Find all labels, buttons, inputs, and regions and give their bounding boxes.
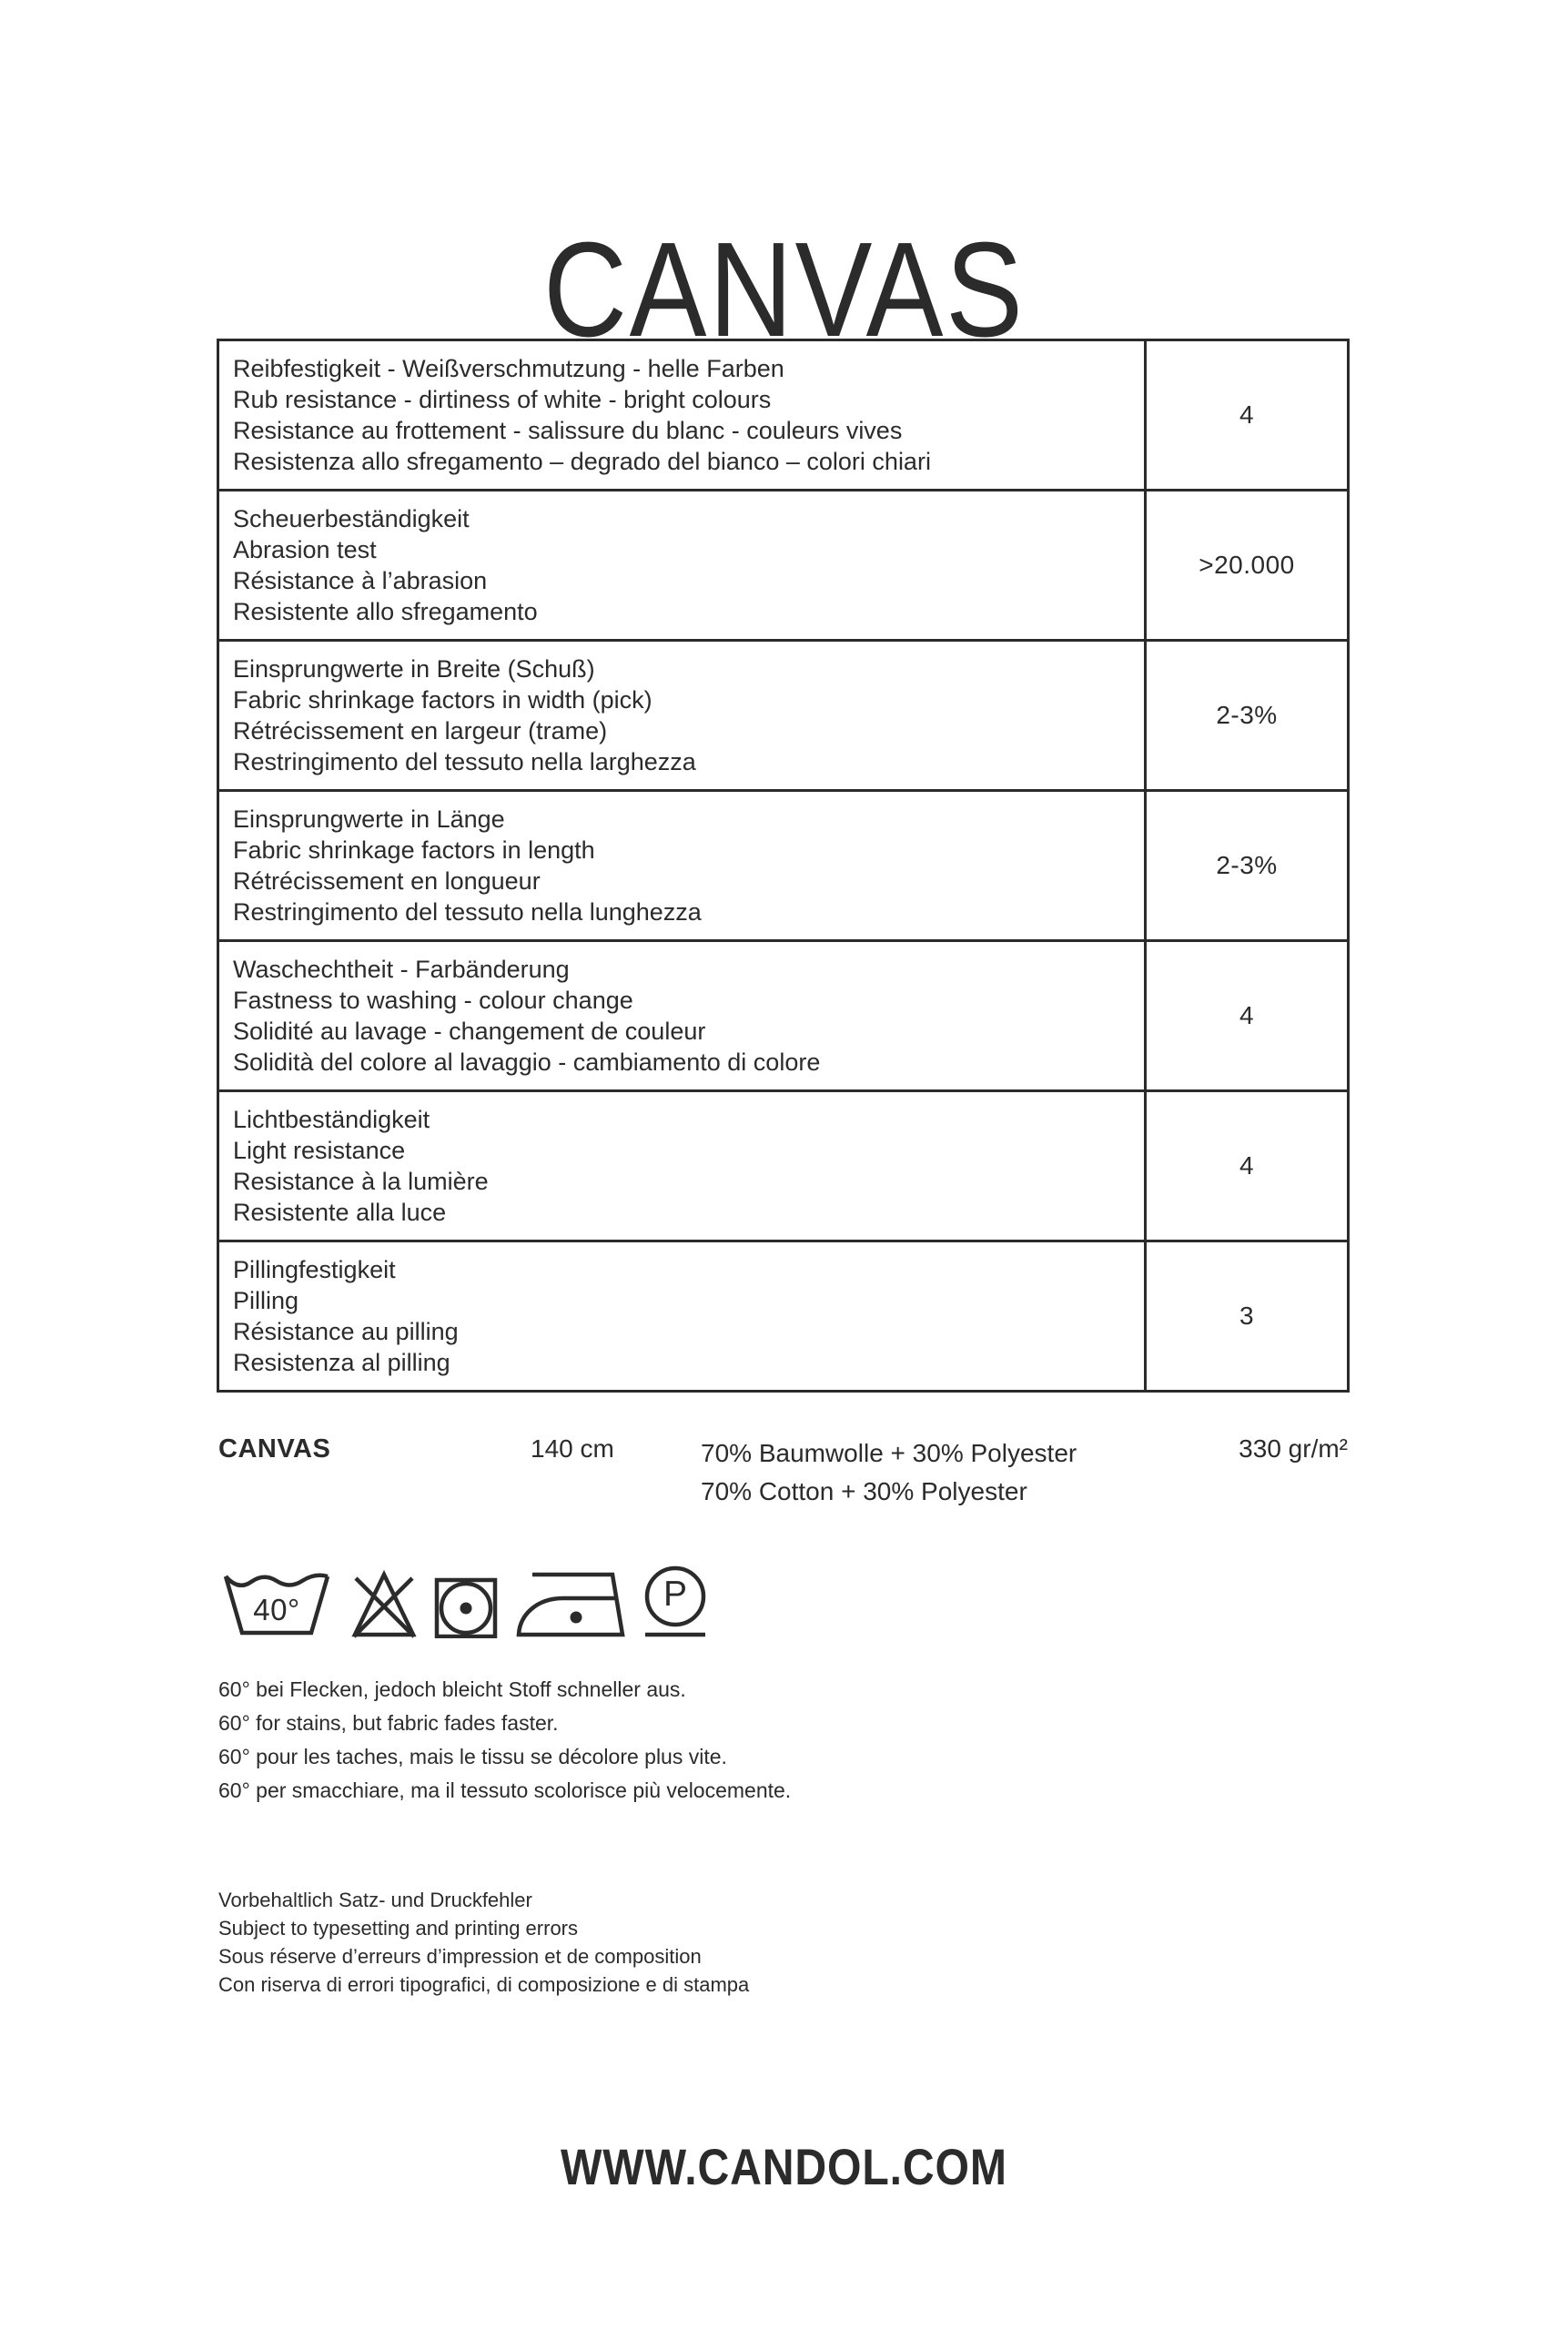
wash-note-en: 60° for stains, but fabric fades faster. <box>218 1711 559 1735</box>
fabric-weight: 330 gr/m² <box>1239 1434 1348 1463</box>
property-value: 3 <box>1146 1241 1349 1392</box>
fabric-composition <box>701 1434 1077 1511</box>
property-labels-cell <box>218 1091 1146 1241</box>
wash-note-de: 60° bei Flecken, jedoch bleicht Stoff schneller aus. <box>218 1677 686 1701</box>
property-label-fr: Solidité au lavage - changement de couleur <box>233 1018 706 1045</box>
property-label-de: Waschechtheit - Farbänderung <box>233 956 570 983</box>
property-labels-cell <box>218 791 1146 941</box>
property-labels-cell <box>218 491 1146 641</box>
property-label-en: Abrasion test <box>233 536 377 563</box>
property-label-de: Einsprungwerte in Breite (Schuß) <box>233 655 595 683</box>
property-label-de: Lichtbeständigkeit <box>233 1106 430 1133</box>
property-label-de: Einsprungwerte in Länge <box>233 805 505 833</box>
table-row <box>218 1091 1349 1241</box>
property-label-fr: Résistance à l’abrasion <box>233 567 488 594</box>
tumble-dry-low-icon <box>433 1565 499 1638</box>
property-label-de: Pillingfestigkeit <box>233 1256 396 1283</box>
property-value: 4 <box>1146 1091 1349 1241</box>
dry-clean-letter: P <box>663 1575 687 1614</box>
property-label-en: Fabric shrinkage factors in width (pick) <box>233 686 652 714</box>
fabric-name: CANVAS <box>218 1434 331 1464</box>
page-title-text: CANVAS <box>542 215 1026 366</box>
property-labels-cell <box>218 340 1146 491</box>
fabric-property-table <box>217 339 1350 1393</box>
disclaimer-fr: Sous réserve d’erreurs d’impression et de composition <box>218 1945 702 1968</box>
property-label-fr: Rétrécissement en largeur (trame) <box>233 717 608 745</box>
property-label-it: Resistenza allo sfregamento – degrado del bianco – colori chiari <box>233 448 931 475</box>
wash-note-it: 60° per smacchiare, ma il tessuto scolorisce più velocemente. <box>218 1778 792 1802</box>
disclaimer <box>218 1886 749 1999</box>
property-label-it: Resistente alla luce <box>233 1199 447 1226</box>
property-label-it: Restringimento del tessuto nella larghezza <box>233 748 696 775</box>
table-row <box>218 1241 1349 1392</box>
property-label-en: Rub resistance - dirtiness of white - bright colours <box>233 386 772 413</box>
property-label-it: Resistenza al pilling <box>233 1349 450 1376</box>
disclaimer-it: Con riserva di errori tipografici, di composizione e di stampa <box>218 1973 750 1996</box>
table-row <box>218 791 1349 941</box>
property-label-it: Resistente allo sfregamento <box>233 598 538 625</box>
iron-low-icon <box>512 1565 629 1638</box>
property-value: 4 <box>1146 941 1349 1091</box>
property-value: 2-3% <box>1146 791 1349 941</box>
property-label-fr: Resistance à la lumière <box>233 1168 489 1195</box>
property-value: 2-3% <box>1146 641 1349 791</box>
property-label-de: Scheuerbeständigkeit <box>233 505 470 532</box>
property-label-it: Solidità del colore al lavaggio - cambiamento di colore <box>233 1048 821 1076</box>
property-labels-cell <box>218 1241 1146 1392</box>
do-not-bleach-icon <box>349 1565 420 1638</box>
care-symbols <box>218 1558 708 1638</box>
wash-note-fr: 60° pour les taches, mais le tissu se décolore plus vite. <box>218 1745 727 1768</box>
property-label-en: Fastness to washing - colour change <box>233 987 633 1014</box>
website-url: WWW.CANDOL.COM <box>561 2138 1007 2195</box>
fabric-width: 140 cm <box>531 1434 614 1463</box>
wash-notes <box>218 1673 791 1808</box>
property-labels-cell <box>218 641 1146 791</box>
disclaimer-de: Vorbehaltlich Satz- und Druckfehler <box>218 1889 532 1911</box>
table-row <box>218 340 1349 491</box>
fabric-composition-de: 70% Baumwolle + 30% Polyester <box>701 1439 1077 1467</box>
fabric-composition-en: 70% Cotton + 30% Polyester <box>701 1477 1027 1505</box>
table-row <box>218 491 1349 641</box>
wash-40-icon <box>218 1565 335 1638</box>
property-label-it: Restringimento del tessuto nella lunghezza <box>233 898 702 926</box>
table-row <box>218 941 1349 1091</box>
dry-clean-p-icon <box>642 1558 708 1638</box>
property-label-en: Pilling <box>233 1287 299 1314</box>
property-label-fr: Resistance au frottement - salissure du blanc - couleurs vives <box>233 417 903 444</box>
fabric-info-row <box>217 1434 1350 1516</box>
property-label-en: Light resistance <box>233 1137 406 1164</box>
property-label-en: Fabric shrinkage factors in length <box>233 836 595 864</box>
property-labels-cell <box>218 941 1146 1091</box>
property-label-de: Reibfestigkeit - Weißverschmutzung - helle Farben <box>233 355 784 382</box>
disclaimer-en: Subject to typesetting and printing errors <box>218 1917 579 1940</box>
property-value: >20.000 <box>1146 491 1349 641</box>
property-value: 4 <box>1146 340 1349 491</box>
property-label-fr: Rétrécissement en longueur <box>233 867 541 895</box>
property-label-fr: Résistance au pilling <box>233 1318 459 1345</box>
table-row <box>218 641 1349 791</box>
wash-temperature-label: 40° <box>253 1593 300 1626</box>
page-title <box>0 215 1568 366</box>
website-footer <box>0 2137 1568 2196</box>
